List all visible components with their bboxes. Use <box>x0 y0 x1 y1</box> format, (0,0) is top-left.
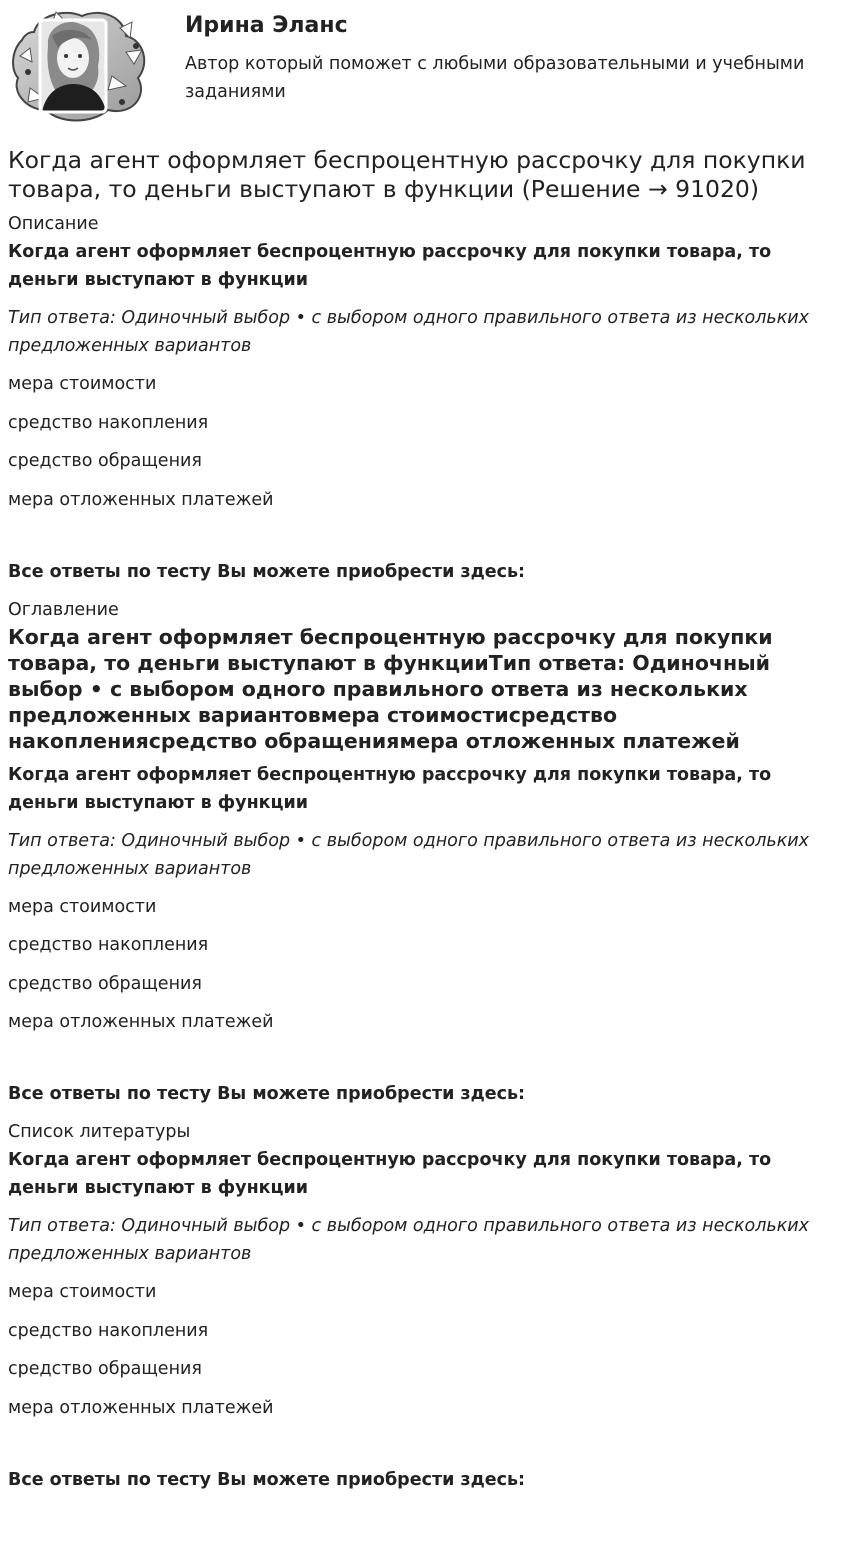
section-label-description: Описание <box>8 214 99 234</box>
buy-answers-link[interactable]: Все ответы по тесту Вы можете приобрести здесь: <box>8 561 526 582</box>
answer-option: средство обращения <box>8 451 202 471</box>
section-label-literature: Список литературы <box>8 1122 191 1142</box>
section-label-toc: Оглавление <box>8 599 119 620</box>
answer-option: средство накопления <box>8 1320 209 1341</box>
question-text: Когда агент оформляет беспроцентную рассрочку для покупки товара, то деньги выступают в функции <box>8 764 772 813</box>
author-description: Автор который поможет с любыми образовательными и учебными заданиями <box>185 54 805 102</box>
answer-option: средство накопления <box>8 412 209 433</box>
answer-option: мера стоимости <box>8 896 157 917</box>
literature-section <box>8 1118 843 1494</box>
author-block <box>0 0 847 140</box>
answer-option: мера стоимости <box>8 374 157 394</box>
answer-option: мера отложенных платежей <box>8 1397 274 1418</box>
answer-option: мера стоимости <box>8 1282 157 1302</box>
answer-option: мера отложенных платежей <box>8 489 274 510</box>
answer-option: средство обращения <box>8 1359 202 1379</box>
buy-answers-link[interactable]: Все ответы по тесту Вы можете приобрести здесь: <box>8 1084 526 1104</box>
answer-option: средство обращения <box>8 973 202 994</box>
question-type: Тип ответа: Одиночный выбор • с выбором одного правильного ответа из нескольких предложенных вариантов <box>8 308 810 356</box>
page-title: Когда агент оформляет беспроцентную рассрочку для покупки товара, то деньги выступают в функции (Решение → 91020) <box>8 146 806 203</box>
question-text: Когда агент оформляет беспроцентную рассрочку для покупки товара, то деньги выступают в функции <box>8 1150 772 1198</box>
author-name[interactable]: Ирина Эланс <box>185 13 348 38</box>
question-type: Тип ответа: Одиночный выбор • с выбором одного правильного ответа из нескольких предложенных вариантов <box>8 830 810 879</box>
question-text: Когда агент оформляет беспроцентную рассрочку для покупки товара, то деньги выступают в функции <box>8 242 772 290</box>
main-content <box>8 146 843 1504</box>
buy-answers-link[interactable]: Все ответы по тесту Вы можете приобрести здесь: <box>8 1469 526 1490</box>
description-section <box>8 210 843 586</box>
toc-section <box>8 596 843 1109</box>
author-avatar[interactable] <box>8 6 150 126</box>
answer-option: мера отложенных платежей <box>8 1012 274 1032</box>
toc-heading: Когда агент оформляет беспроцентную рассрочку для покупки товара, то деньги выступают в функцииТип ответа: Одиночный выбор • с выбором одного правильного ответа из нескольких предложенных вариантовмера стоимостисредство накоплениясредство обращениямера отложенных платежей <box>8 624 773 753</box>
answer-option: средство накопления <box>8 935 209 955</box>
question-type: Тип ответа: Одиночный выбор • с выбором одного правильного ответа из нескольких предложенных вариантов <box>8 1216 810 1264</box>
